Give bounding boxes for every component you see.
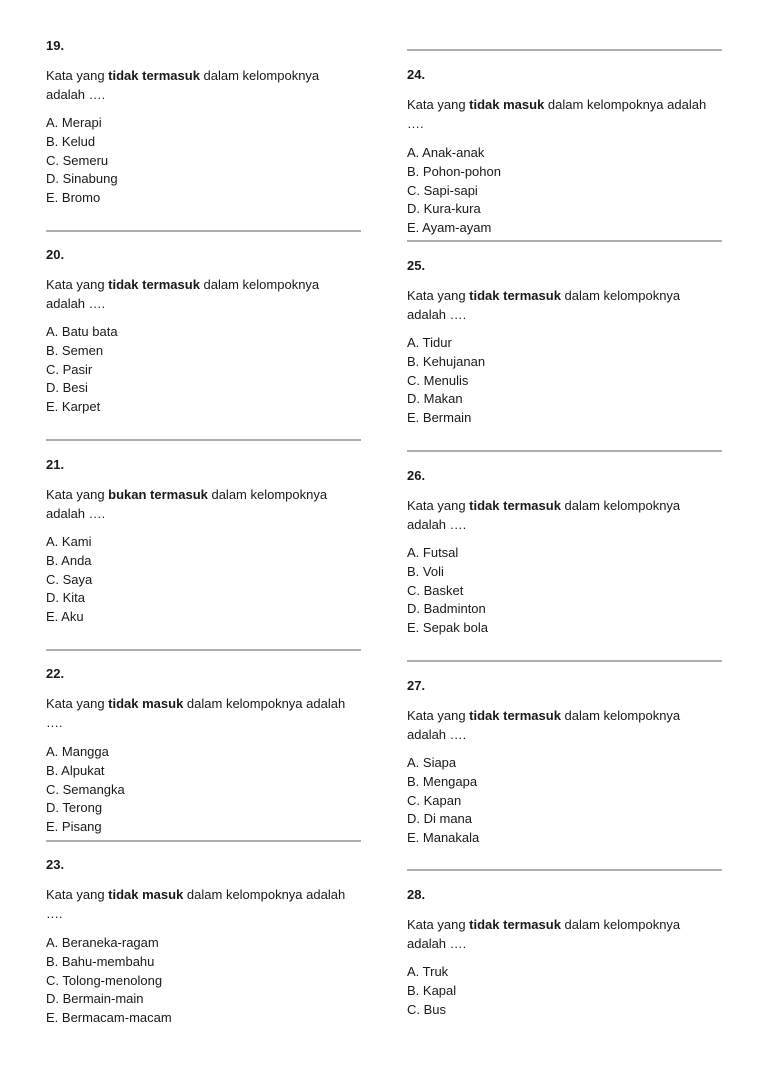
stem-emphasis: tidak termasuk [469,498,561,513]
answer-options [46,934,361,1028]
answer-options [407,963,722,1019]
stem-text: Kata yang [407,498,470,513]
question-stem [46,67,361,104]
stem-text: Kata yang [46,487,109,502]
question-number: 22. [46,666,65,681]
question-block [407,678,722,848]
stem-emphasis: tidak termasuk [469,288,561,303]
answer-option: B. Kelud [46,133,96,149]
question-block [46,666,361,837]
stem-text: Kata yang [46,277,109,292]
question-block [46,857,361,1028]
answer-option: A. Anak-anak [407,145,485,160]
stem-emphasis: tidak termasuk [108,277,200,292]
stem-text: dalam kelompoknya adalah …. [407,708,681,742]
question-number: 27. [407,678,426,693]
answer-option: E. Aku [46,609,84,625]
answer-option: E. Pisang [46,819,102,835]
answer-option: B. Mengapa [407,773,478,789]
stem-text: dalam kelompoknya adalah …. [407,498,681,532]
answer-option: B. Kehujanan [407,353,486,369]
answer-options [407,544,722,638]
stem-emphasis: tidak masuk [108,887,184,902]
answer-option: E. Bermain [407,410,472,426]
answer-options [46,323,361,417]
answer-option: E. Bromo [46,190,101,206]
stem-text: Kata yang [407,708,470,723]
stem-emphasis: tidak termasuk [469,708,561,723]
section-divider [407,660,722,662]
question-stem [407,287,722,324]
question-stem [407,916,722,953]
section-divider [46,649,361,651]
stem-emphasis: bukan termasuk [108,487,208,502]
stem-text: dalam kelompoknya adalah …. [46,277,320,311]
answer-option: C. Kapan [407,792,462,808]
stem-text: Kata yang [407,917,470,932]
stem-text: dalam kelompoknya adalah …. [407,917,681,951]
stem-text: dalam kelompoknya adalah …. [407,97,707,131]
stem-text: Kata yang [46,68,109,83]
answer-option: B. Kapal [407,982,457,998]
section-divider [46,840,361,842]
answer-options [46,533,361,627]
question-block [407,468,722,638]
question-number: 23. [46,857,65,872]
question-stem [46,695,361,732]
answer-option: A. Mangga [46,744,109,759]
answer-option: D. Besi [46,380,88,396]
question-number: 28. [407,887,426,902]
stem-text: dalam kelompoknya adalah …. [407,288,681,322]
answer-option: C. Tolong-menolong [46,972,163,988]
answer-options [407,334,722,428]
answer-option: D. Terong [46,800,103,816]
question-number: 26. [407,468,426,483]
answer-option: A. Kami [46,534,92,549]
stem-text: dalam kelompoknya adalah …. [46,887,346,921]
stem-text: Kata yang [46,887,109,902]
section-divider [46,230,361,232]
answer-option: C. Sapi-sapi [407,182,478,198]
answer-option: E. Ayam-ayam [407,220,492,236]
answer-option: C. Semangka [46,781,125,797]
stem-text: dalam kelompoknya adalah …. [46,68,320,102]
question-block [46,247,361,417]
stem-text: Kata yang [407,97,470,112]
answer-option: D. Di mana [407,811,473,827]
stem-text: Kata yang [46,696,109,711]
answer-option: A. Beraneka-ragam [46,935,159,950]
question-number: 20. [46,247,65,262]
question-block [46,38,361,208]
question-number: 24. [407,67,426,82]
answer-option: E. Manakala [407,830,480,846]
question-stem [46,486,361,523]
question-stem [407,497,722,534]
section-divider [407,240,722,242]
section-divider [407,49,722,51]
answer-option: D. Makan [407,391,463,407]
answer-options [407,754,722,848]
question-block [46,457,361,627]
question-block [407,258,722,428]
section-divider [46,439,361,441]
answer-option: E. Sepak bola [407,620,488,636]
answer-option: C. Basket [407,582,464,598]
section-divider [407,450,722,452]
answer-option: C. Pasir [46,361,93,377]
question-block [407,67,722,238]
answer-option: A. Batu bata [46,324,118,339]
answer-option: D. Kura-kura [407,201,481,217]
answer-option: D. Badminton [407,601,486,617]
answer-option: A. Tidur [407,335,452,350]
answer-option: D. Kita [46,590,86,606]
answer-option: B. Voli [407,563,444,579]
stem-emphasis: tidak masuk [108,696,184,711]
answer-option: D. Bermain-main [46,991,144,1007]
answer-option: C. Saya [46,571,93,587]
answer-option: A. Truk [407,964,449,979]
answer-options [407,144,722,238]
question-number: 21. [46,457,65,472]
answer-option: C. Bus [407,1001,447,1017]
stem-text: Kata yang [407,288,470,303]
answer-option: D. Sinabung [46,171,118,187]
answer-option: B. Pohon-pohon [407,163,501,179]
stem-emphasis: tidak masuk [469,97,545,112]
stem-text: dalam kelompoknya adalah …. [46,696,346,730]
answer-option: B. Alpukat [46,762,105,778]
stem-emphasis: tidak termasuk [469,917,561,932]
answer-option: C. Menulis [407,372,469,388]
question-block [407,887,722,1019]
question-stem [46,276,361,313]
answer-option: E. Bermacam-macam [46,1010,172,1026]
section-divider [407,869,722,871]
answer-option: A. Siapa [407,755,457,770]
question-stem [407,96,722,133]
question-stem [407,707,722,744]
answer-option: C. Semeru [46,152,109,168]
stem-text: dalam kelompoknya adalah …. [46,487,328,521]
answer-option: B. Bahu-membahu [46,953,155,969]
stem-emphasis: tidak termasuk [108,68,200,83]
answer-option: B. Anda [46,552,92,568]
answer-option: A. Futsal [407,545,459,560]
question-number: 25. [407,258,426,273]
question-stem [46,886,361,923]
answer-option: B. Semen [46,342,104,358]
question-number: 19. [46,38,65,53]
answer-options [46,114,361,208]
answer-option: A. Merapi [46,115,102,130]
answer-options [46,743,361,837]
answer-option: E. Karpet [46,399,101,415]
